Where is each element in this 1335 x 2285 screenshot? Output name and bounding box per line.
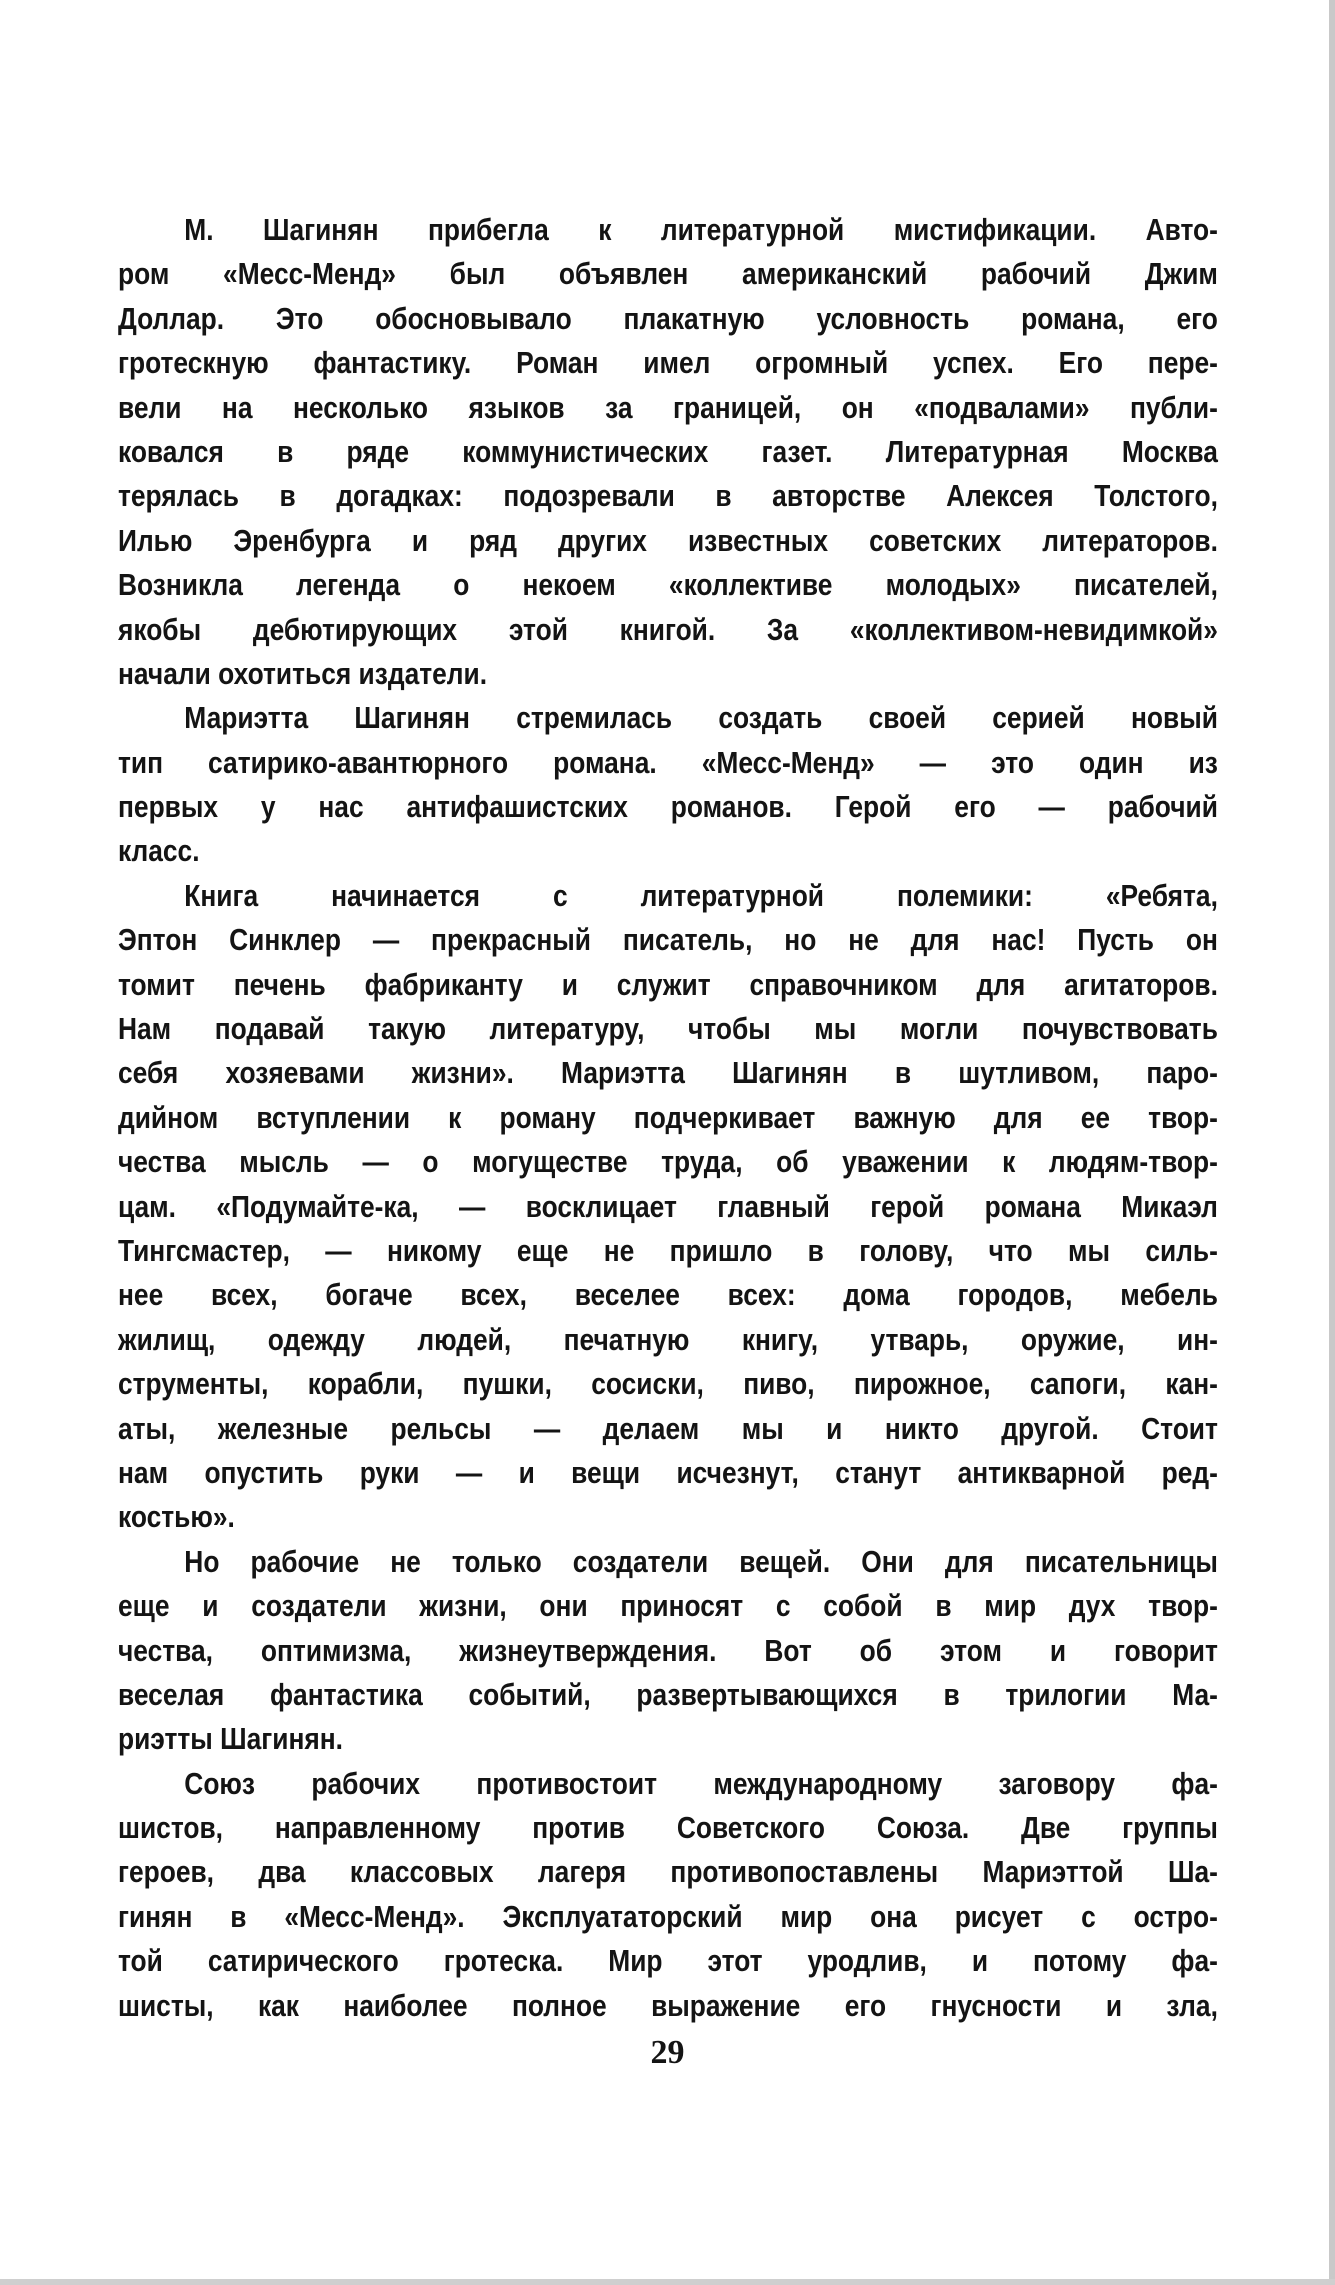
text-line: себя хозяевами жизни». Мариэтта Шагинян в шутливом, паро- (118, 1055, 1218, 1091)
text-line: шисты, как наиболее полное выражение его гнусности и зла, (118, 1987, 1218, 2023)
text-line: героев, два классовых лагеря противопоставлены Мариэттой Ша- (118, 1854, 1218, 1890)
text-line: вели на несколько языков за границей, он «подвалами» публи- (118, 389, 1218, 425)
text-line: гинян в «Месс-Менд». Эксплуататорский мир она рисует с остро- (118, 1898, 1218, 1934)
paragraph (118, 1540, 1218, 1762)
text-line: чества мысль — о могуществе труда, об уважении к людям-твор- (118, 1144, 1218, 1180)
text-line: Но рабочие не только создатели вещей. Они для писательницы (184, 1543, 1218, 1579)
body-text (118, 208, 1218, 2028)
text-line: дийном вступлении к роману подчеркивает важную для ее твор- (118, 1099, 1218, 1135)
text-line: Возникла легенда о некоем «коллективе молодых» писателей, (118, 567, 1218, 603)
text-line: ковался в ряде коммунистических газет. Литературная Москва (118, 433, 1218, 469)
text-line: класс. (118, 833, 200, 869)
text-line: еще и создатели жизни, они приносят с собой в мир дух твор- (118, 1588, 1218, 1624)
text-line: костью». (118, 1499, 235, 1535)
text-line: цам. «Подумайте-ка, — восклицает главный герой романа Микаэл (118, 1188, 1218, 1224)
text-line: гротескную фантастику. Роман имел огромный успех. Его пере- (118, 345, 1218, 381)
text-line: первых у нас антифашистских романов. Герой его — рабочий (118, 789, 1218, 825)
paragraph (118, 696, 1218, 874)
text-line: якобы дебютирующих этой книгой. За «коллективом-невидимкой» (118, 611, 1218, 647)
text-line: нее всех, богаче всех, веселее всех: дома городов, мебель (118, 1277, 1218, 1313)
text-line: М. Шагинян прибегла к литературной мистификации. Авто- (184, 212, 1218, 247)
text-line: чества, оптимизма, жизнеутверждения. Вот об этом и говорит (118, 1632, 1218, 1668)
text-line: Союз рабочих противостоит международному заговору фа- (184, 1765, 1218, 1801)
text-line: томит печень фабриканту и служит справочником для агитаторов. (118, 966, 1218, 1002)
text-line: терялась в догадках: подозревали в авторстве Алексея Толстого, (118, 478, 1218, 514)
page-edge-right (1329, 0, 1335, 2285)
text-line: Доллар. Это обосновывало плакатную условность романа, его (118, 300, 1218, 336)
text-line: той сатирического гротеска. Мир этот уродлив, и потому фа- (118, 1943, 1218, 1979)
text-line: шистов, направленному против Советского Союза. Две группы (118, 1810, 1218, 1846)
text-line: Мариэтта Шагинян стремилась создать своей серией новый (184, 700, 1218, 736)
text-line: Эптон Синклер — прекрасный писатель, но не для нас! Пусть он (118, 922, 1218, 958)
page-number: 29 (650, 2034, 685, 2071)
text-line: аты, железные рельсы — делаем мы и никто другой. Стоит (118, 1410, 1218, 1446)
text-line: нам опустить руки — и вещи исчезнут, станут антикварной ред- (118, 1454, 1218, 1490)
text-line: начали охотиться издатели. (118, 655, 488, 691)
text-line: струменты, корабли, пушки, сосиски, пиво, пирожное, сапоги, кан- (118, 1366, 1218, 1402)
text-line: ром «Месс-Менд» был объявлен американский рабочий Джим (118, 256, 1218, 292)
text-line: Илью Эренбурга и ряд других известных советских литераторов. (118, 522, 1218, 558)
text-line: жилищ, одежду людей, печатную книгу, утварь, оружие, ин- (118, 1321, 1218, 1357)
paragraph (118, 208, 1218, 696)
text-line: риэтты Шагинян. (118, 1721, 343, 1757)
text-line: Тингсмастер, — никому еще не пришло в голову, что мы силь- (118, 1232, 1218, 1268)
text-line: Книга начинается с литературной полемики: «Ребята, (184, 877, 1218, 913)
paragraph (118, 1762, 1218, 2028)
text-line: веселая фантастика событий, развертывающихся в трилогии Ма- (118, 1676, 1218, 1712)
text-line: тип сатирико-авантюрного романа. «Месс-Менд» — это один из (118, 744, 1218, 780)
page-edge-bottom (0, 2279, 1335, 2285)
paragraph (118, 874, 1218, 1540)
text-line: Нам подавай такую литературу, чтобы мы могли почувствовать (118, 1011, 1218, 1047)
